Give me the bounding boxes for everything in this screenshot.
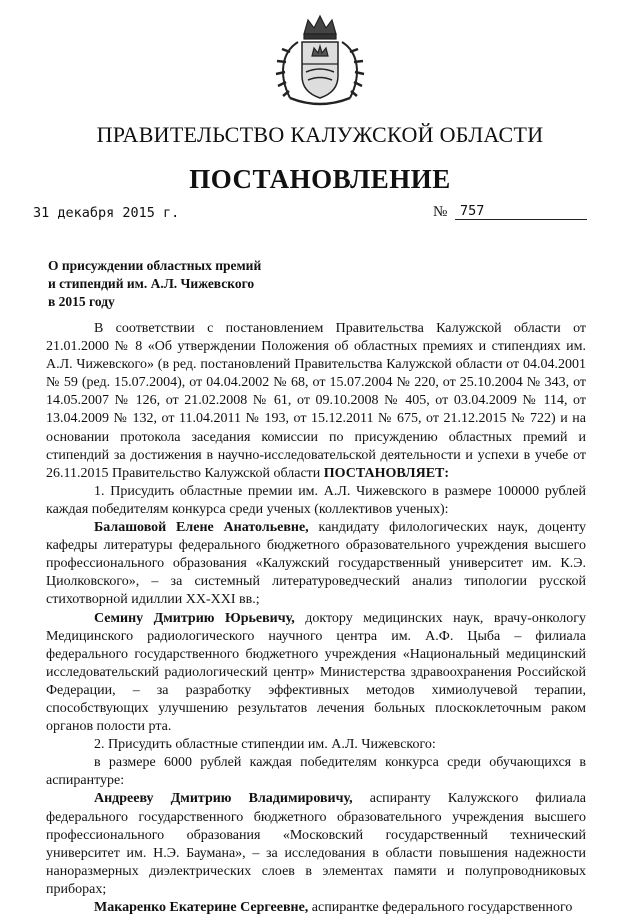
scholar-2-paragraph bbox=[46, 899, 586, 917]
item-2-sub-paragraph: в размере 6000 рублей каждая победителям конкурса среди обучающихся в аспирантуре: bbox=[46, 755, 586, 789]
government-title: ПРАВИТЕЛЬСТВО КАЛУЖСКОЙ ОБЛАСТИ bbox=[96, 122, 544, 147]
preamble-paragraph bbox=[46, 320, 586, 483]
resolves-keyword: ПОСТАНОВЛЯЕТ: bbox=[323, 465, 450, 481]
number-underline bbox=[455, 219, 587, 220]
preamble-text: В соответствии с постановлением Правительства Калужской области от 21.01.2000 № 8 «Об утверждении Положения об областных премиях и стипендиях им. А.Л. Чижевского» (в ред. постановлений Правительства Калужской области от 04.04.2001 № 59 (ред. 15.07.2004), от 04.04.2002 № 68, от 15.07.2004 № 220, от 25.10.2004 № 343, от 14.05.2007 № 126, от 21.02.2008 № 61, от 09.10.2008 № 405, от 03.04.2009 № 114, от 13.04.2009 № 132, от 11.04.2011 № 193, от 15.12.2011 № 675, от 21.12.2015 № 722) и на основании протокола заседания комиссии по присуждению областных премий и стипендий за достижения в научно-исследовательской деятельности и успехи в учебе от 26.11.2015 Правительство Калужской области bbox=[46, 321, 586, 481]
document-body bbox=[46, 320, 586, 917]
document-type-title: ПОСТАНОВЛЕНИЕ bbox=[189, 164, 451, 194]
scholar-2-name: Макаренко Екатерине Сергеевне, bbox=[94, 900, 309, 915]
subject-line: и стипендий им. А.Л. Чижевского bbox=[48, 276, 255, 291]
subject-line: О присуждении областных премий bbox=[48, 258, 262, 273]
laureate-2-name: Семину Дмитрию Юрьевичу, bbox=[94, 610, 295, 626]
coat-of-arms-emblem bbox=[268, 12, 372, 112]
laureate-2-paragraph bbox=[46, 610, 586, 737]
item-1-paragraph: 1. Присудить областные премии им. А.Л. Чижевского в размере 100000 рублей каждая победителям конкурса среди ученых (коллективов ученых): bbox=[46, 483, 586, 517]
scholar-1-text: аспиранту Калужского филиала федерального государственного бюджетного образовательного учреждения высшего профессионального образования «Московский государственный технический университет им. Н.Э. Баумана», – за исследования в области повышения надежности наноразмерных диэлектрических слоев в элементах памяти и полупроводниковых приборах; bbox=[46, 791, 587, 897]
laureate-1-name: Балашовой Елене Анатольевне, bbox=[94, 520, 309, 536]
document-subject bbox=[48, 257, 261, 311]
scholar-1-name: Андрееву Дмитрию Владимировичу, bbox=[94, 791, 353, 807]
item-2-paragraph: 2. Присудить областные стипендии им. А.Л. Чижевского: bbox=[94, 737, 436, 753]
document-date: 31 декабря 2015 г. bbox=[33, 205, 180, 221]
subject-line: в 2015 году bbox=[48, 294, 115, 309]
number-label: № bbox=[433, 204, 448, 220]
laureate-2-text: доктору медицинских наук, врачу-онкологу Медицинского радиологического научного центра им. А.Ф. Цыба – филиала федерального государственного бюджетного учреждения «Национальный медицинский исследовательский радиологический центр» Министерства здравоохранения Российской Федерации, – за разработку эффективных методов химиолучевой терапии, способствующих улучшению результатов лечения больных плоскоклеточным раком органов полости рта. bbox=[46, 610, 587, 735]
scholar-2-text: аспирантке федерального государственного bbox=[311, 900, 573, 915]
laureate-1-paragraph bbox=[46, 519, 586, 609]
document-number: 757 bbox=[460, 203, 485, 219]
scholar-1-paragraph bbox=[46, 790, 586, 899]
laureate-1-text: кандидату филологических наук, доценту кафедры литературы федерального бюджетного образовательного учреждения высшего профессионального образования «Калужский государственный университет им. К.Э. Циолковского», – за системный литературоведческий анализ типологии русской стихотворной идиллии XX-XXI вв.; bbox=[46, 520, 586, 608]
